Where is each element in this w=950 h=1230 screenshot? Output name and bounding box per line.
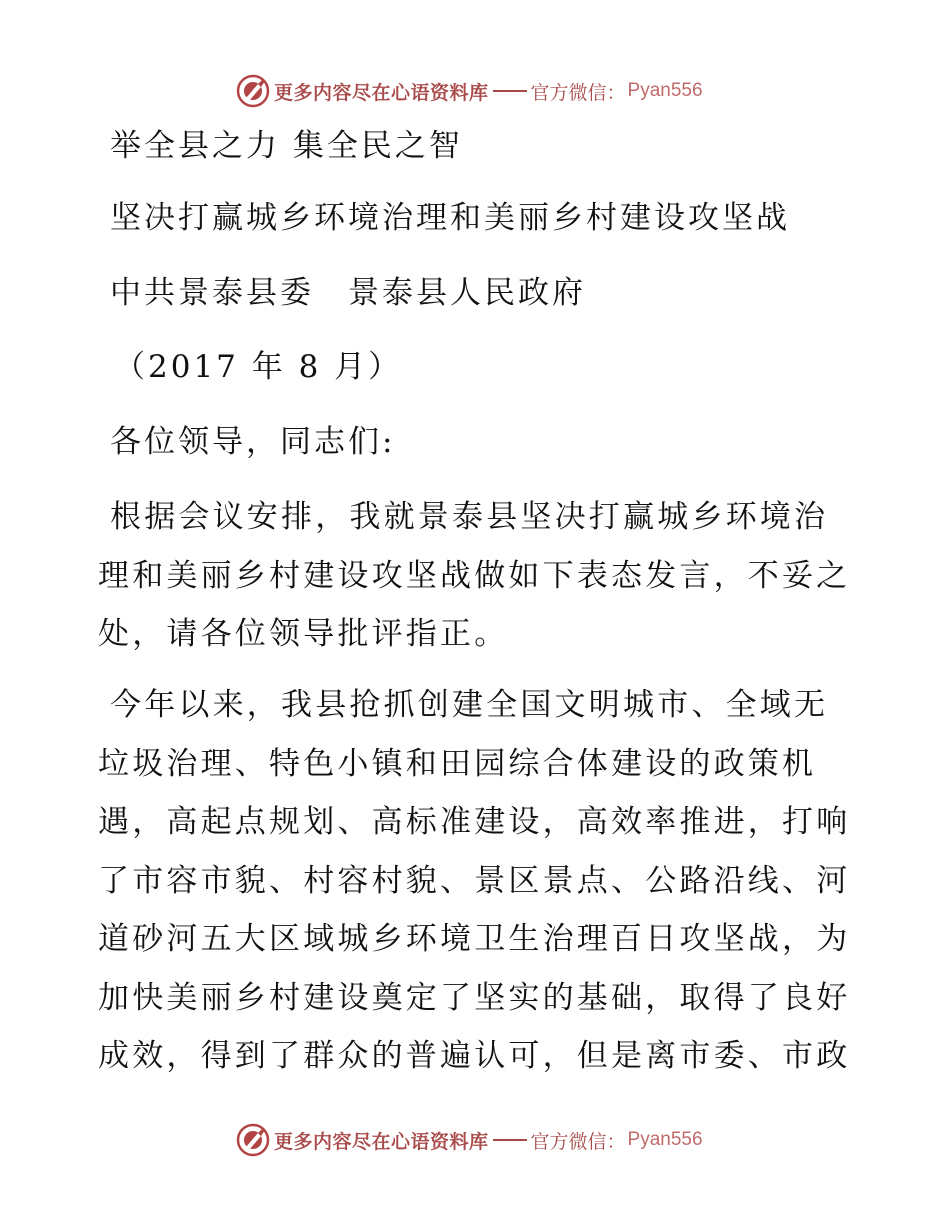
header-watermark-banner <box>236 71 703 111</box>
banner-dash <box>493 90 527 92</box>
banner-wechat-id: Pyan556 <box>627 1129 703 1150</box>
paragraph-2-text: 今年以来，我县抢抓创建全国文明城市、全域无垃圾治理、特色小镇和田园综合体建设的政策机遇，高起点规划、高标准建设，高效率推进，打响了市容市貌、村容村貌、景区景点、公路沿线、河道砂河五大区域城乡环境卫生治理百日攻坚战，为加快美丽乡村建设奠定了坚实的基础，取得了良好成效，得到了群众的普遍认可，但是离市委、市政 <box>98 687 851 1074</box>
pen-nib-logo-icon <box>236 1123 270 1157</box>
footer-watermark-banner <box>236 1120 703 1160</box>
heading-date: （2017 年 8 月） <box>114 349 403 385</box>
pen-nib-logo-icon <box>236 74 270 108</box>
banner-wechat-id: Pyan556 <box>627 80 703 101</box>
heading-line-2: 坚决打赢城乡环境治理和美丽乡村建设攻坚战 <box>110 200 790 236</box>
paragraph-2 <box>98 676 858 1086</box>
heading-line-3: 中共景泰县委 景泰县人民政府 <box>110 275 586 311</box>
banner-wechat-label: 官方微信： <box>530 81 626 104</box>
banner-text: 更多内容尽在心语资料库 <box>274 1130 489 1153</box>
heading-line-1: 举全县之力 集全民之智 <box>110 128 463 164</box>
banner-wechat-label: 官方微信： <box>530 1130 626 1153</box>
salutation: 各位领导，同志们: <box>110 424 396 460</box>
banner-dash <box>493 1139 527 1141</box>
paragraph-1-text: 根据会议安排，我就景泰县坚决打赢城乡环境治理和美丽乡村建设攻坚战做如下表态发言，不妥之处，请各位领导批评指正。 <box>98 499 851 652</box>
paragraph-1 <box>98 488 858 664</box>
banner-text: 更多内容尽在心语资料库 <box>274 81 489 104</box>
